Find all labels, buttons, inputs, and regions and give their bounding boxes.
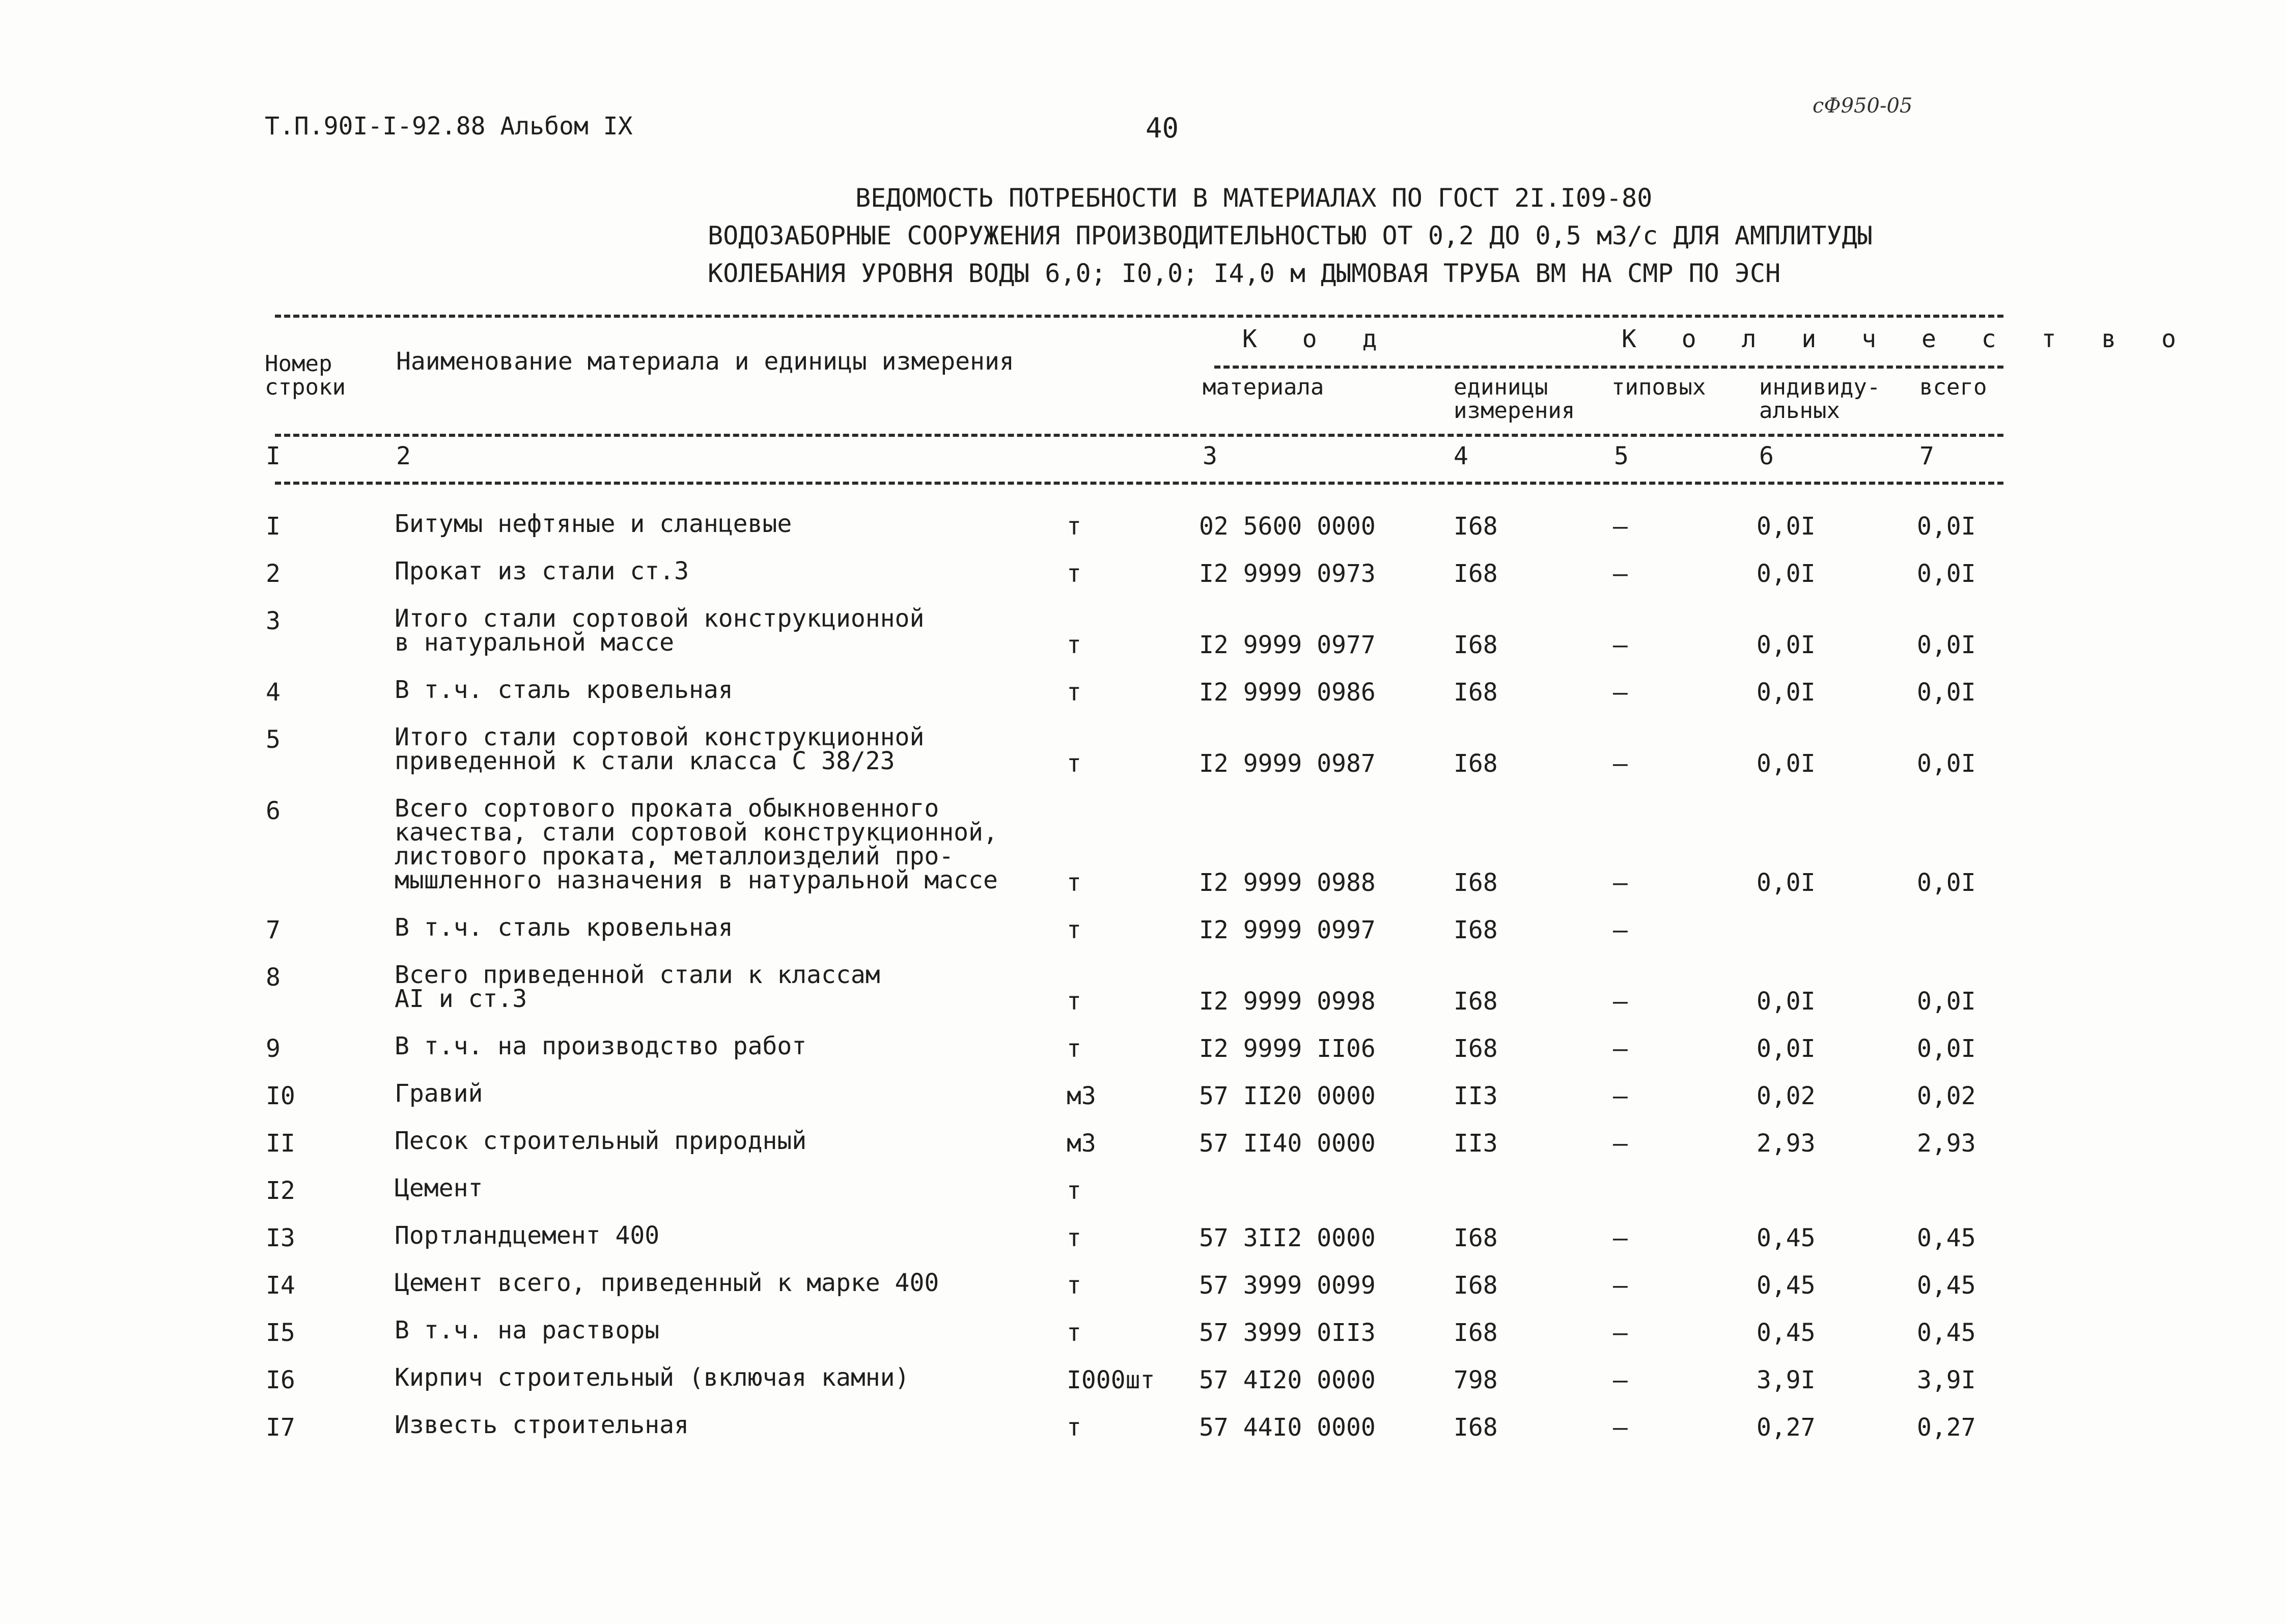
material-code-cell: 57 3II2 0000 — [1199, 1224, 1376, 1252]
row-number: I7 — [266, 1413, 295, 1442]
document-title — [708, 179, 1879, 292]
unit-code-cell: II3 — [1454, 1082, 1498, 1110]
column-number-5: 5 — [1614, 442, 1629, 470]
unit-cell: м3 — [1067, 1082, 1096, 1110]
unit-code-cell: I68 — [1454, 749, 1498, 778]
typical-qty-header: типовых — [1611, 374, 1706, 400]
unit-code-cell: I68 — [1454, 678, 1498, 707]
material-code-cell: I2 9999 0998 — [1199, 987, 1376, 1016]
total-qty-cell: 0,0I — [1917, 678, 1976, 707]
column-number-7: 7 — [1919, 442, 1934, 470]
column-number-6: 6 — [1759, 442, 1774, 470]
unit-cell: т — [1067, 1413, 1081, 1442]
typical-qty-cell: – — [1613, 1224, 1628, 1252]
material-code-cell: 57 44I0 0000 — [1199, 1413, 1376, 1442]
typical-qty-cell: – — [1613, 1034, 1628, 1063]
row-number: 4 — [266, 678, 281, 707]
document-reference: Т.П.90I-I-92.88 Альбом IX — [265, 112, 633, 141]
unit-cell: т — [1067, 1177, 1081, 1205]
column-number-4: 4 — [1454, 442, 1468, 470]
unit-cell: I000шт — [1067, 1366, 1155, 1394]
unit-cell: т — [1067, 678, 1081, 707]
row-number: I4 — [266, 1271, 295, 1300]
individual-qty-cell: 0,0I — [1757, 869, 1816, 897]
column-number-2: 2 — [396, 442, 411, 470]
unit-cell: т — [1067, 1319, 1081, 1347]
material-name-header: Наименование материала и единицы измерения — [396, 347, 1014, 376]
row-number: 7 — [266, 916, 281, 944]
material-name-cell: Известь строительная — [395, 1411, 689, 1439]
unit-code-cell: I68 — [1454, 869, 1498, 897]
title-line-3: КОЛЕБАНИЯ УРОВНЯ ВОДЫ 6,0; I0,0; I4,0 м ДЫМОВАЯ ТРУБА ВМ НА СМР ПО ЭСН — [708, 259, 1781, 288]
column-number-1: I — [266, 442, 281, 470]
unit-cell: т — [1067, 916, 1081, 944]
material-name-cell: В т.ч. сталь кровельная — [395, 913, 733, 942]
typical-qty-cell: – — [1613, 631, 1628, 659]
individual-qty-cell: 2,93 — [1757, 1129, 1816, 1158]
unit-cell: т — [1067, 512, 1081, 541]
total-qty-cell: 0,45 — [1917, 1271, 1976, 1300]
material-code-cell: I2 9999 0977 — [1199, 631, 1376, 659]
unit-cell: т — [1067, 1271, 1081, 1300]
header-mid-rule — [275, 434, 2003, 437]
material-code-cell: 57 II40 0000 — [1199, 1129, 1376, 1158]
total-qty-cell: 0,45 — [1917, 1224, 1976, 1252]
title-line-2: ВОДОЗАБОРНЫЕ СООРУЖЕНИЯ ПРОИЗВОДИТЕЛЬНОСТЬЮ ОТ 0,2 ДО 0,5 м3/с ДЛЯ АМПЛИТУДЫ — [708, 221, 1873, 250]
total-qty-cell: 0,27 — [1917, 1413, 1976, 1442]
material-name-cell: Битумы нефтяные и сланцевые — [395, 510, 792, 538]
material-name-cell: Песок строительный природный — [395, 1127, 807, 1155]
material-code-cell: I2 9999 0987 — [1199, 749, 1376, 778]
unit-code-cell: I68 — [1454, 512, 1498, 541]
individual-qty-cell: 0,02 — [1757, 1082, 1816, 1110]
material-code-cell: 57 4I20 0000 — [1199, 1366, 1376, 1394]
row-number: I — [266, 512, 281, 541]
typical-qty-cell: – — [1613, 987, 1628, 1016]
unit-code-cell: I68 — [1454, 1224, 1498, 1252]
typical-qty-cell: – — [1613, 1082, 1628, 1110]
unit-cell: т — [1067, 559, 1081, 588]
total-qty-cell: 0,0I — [1917, 749, 1976, 778]
typical-qty-cell: – — [1613, 1319, 1628, 1347]
material-code-cell: 57 3999 0II3 — [1199, 1319, 1376, 1347]
code-group-label: К о д — [1242, 325, 1392, 353]
unit-code-cell: I68 — [1454, 1271, 1498, 1300]
typical-qty-cell: – — [1613, 916, 1628, 944]
material-name-cell: Прокат из стали ст.3 — [395, 557, 689, 585]
unit-cell: м3 — [1067, 1129, 1096, 1158]
typical-qty-cell: – — [1613, 1129, 1628, 1158]
unit-cell: т — [1067, 869, 1081, 897]
typical-qty-cell: – — [1613, 869, 1628, 897]
page-number: 40 — [1146, 112, 1179, 144]
unit-code-cell: I68 — [1454, 631, 1498, 659]
typical-qty-cell: – — [1613, 678, 1628, 707]
individual-qty-cell: 0,0I — [1757, 631, 1816, 659]
individual-qty-cell: 0,0I — [1757, 678, 1816, 707]
code-material-header: материала — [1203, 374, 1324, 400]
total-qty-cell: 0,0I — [1917, 987, 1976, 1016]
row-number: 2 — [266, 559, 281, 588]
unit-code-cell: I68 — [1454, 1413, 1498, 1442]
header-bottom-rule — [275, 482, 2003, 485]
individual-qty-cell: 0,45 — [1757, 1271, 1816, 1300]
individual-qty-cell: 3,9I — [1757, 1366, 1816, 1394]
material-name-cell: В т.ч. на растворы — [395, 1316, 660, 1345]
typical-qty-cell: – — [1613, 749, 1628, 778]
material-name-cell: Гравий — [395, 1079, 483, 1108]
total-qty-cell: 0,45 — [1917, 1319, 1976, 1347]
handwritten-stamp: сФ950-05 — [1813, 94, 1913, 118]
material-name-cell: В т.ч. на производство работ — [395, 1032, 807, 1060]
individual-qty-header: индивиду- альных — [1759, 374, 1881, 424]
unit-code-cell: 798 — [1454, 1366, 1498, 1394]
material-name-cell: Всего сортового проката обыкновенного качества, стали сортовой конструкционной, листового проката, металлоизделий про- мышленного назначения в натуральной массе — [395, 794, 998, 894]
unit-cell: т — [1067, 1224, 1081, 1252]
row-number: I5 — [266, 1319, 295, 1347]
row-number: II — [266, 1129, 295, 1158]
code-unit-header: единицы измерения — [1454, 374, 1575, 424]
column-number-3: 3 — [1203, 442, 1217, 470]
material-name-cell: Итого стали сортовой конструкционной приведенной к стали класса С 38/23 — [395, 723, 925, 775]
unit-cell: т — [1067, 987, 1081, 1016]
material-name-cell: Портландцемент 400 — [395, 1221, 660, 1250]
material-name-cell: Всего приведенной стали к классам AI и ст.3 — [395, 961, 880, 1013]
total-qty-cell: 0,02 — [1917, 1082, 1976, 1110]
row-number: 8 — [266, 963, 281, 992]
individual-qty-cell: 0,27 — [1757, 1413, 1816, 1442]
unit-code-cell: I68 — [1454, 1034, 1498, 1063]
row-number: I0 — [266, 1082, 295, 1110]
individual-qty-cell: 0,0I — [1757, 512, 1816, 541]
material-code-cell: I2 9999 II06 — [1199, 1034, 1376, 1063]
material-name-cell: Кирпич строительный (включая камни) — [395, 1363, 910, 1392]
typical-qty-cell: – — [1613, 1271, 1628, 1300]
individual-qty-cell: 0,0I — [1757, 749, 1816, 778]
total-qty-cell: 0,0I — [1917, 512, 1976, 541]
row-number-header: Номер строки — [265, 351, 346, 400]
row-number: I3 — [266, 1224, 295, 1252]
typical-qty-cell: – — [1613, 559, 1628, 588]
total-qty-cell: 0,0I — [1917, 559, 1976, 588]
individual-qty-cell: 0,45 — [1757, 1319, 1816, 1347]
row-number: 9 — [266, 1034, 281, 1063]
material-code-cell: 57 II20 0000 — [1199, 1082, 1376, 1110]
material-name-cell: Цемент всего, приведенный к марке 400 — [395, 1269, 939, 1297]
typical-qty-cell: – — [1613, 1413, 1628, 1442]
individual-qty-cell: 0,0I — [1757, 559, 1816, 588]
header-sub-rule — [1214, 366, 2003, 369]
total-qty-cell: 0,0I — [1917, 1034, 1976, 1063]
row-number: I6 — [266, 1366, 295, 1394]
typical-qty-cell: – — [1613, 1366, 1628, 1394]
individual-qty-cell: 0,0I — [1757, 1034, 1816, 1063]
unit-code-cell: II3 — [1454, 1129, 1498, 1158]
unit-cell: т — [1067, 631, 1081, 659]
material-code-cell: 02 5600 0000 — [1199, 512, 1376, 541]
row-number: I2 — [266, 1177, 295, 1205]
material-name-cell: В т.ч. сталь кровельная — [395, 676, 733, 704]
material-code-cell: 57 3999 0099 — [1199, 1271, 1376, 1300]
material-name-cell: Цемент — [395, 1174, 483, 1202]
quantity-group-label: К о л и ч е с т в о — [1622, 325, 2192, 353]
header-top-rule — [275, 315, 2003, 318]
material-code-cell: I2 9999 0988 — [1199, 869, 1376, 897]
total-qty-cell: 2,93 — [1917, 1129, 1976, 1158]
unit-code-cell: I68 — [1454, 559, 1498, 588]
total-qty-header: всего — [1919, 374, 1987, 400]
total-qty-cell: 0,0I — [1917, 869, 1976, 897]
row-number: 5 — [266, 725, 281, 754]
unit-code-cell: I68 — [1454, 987, 1498, 1016]
title-line-1: ВЕДОМОСТЬ ПОТРЕБНОСТИ В МАТЕРИАЛАХ ПО ГОСТ 2I.I09-80 — [855, 183, 1653, 213]
row-number: 6 — [266, 797, 281, 825]
material-name-cell: Итого стали сортовой конструкционной в натуральной массе — [395, 604, 925, 657]
individual-qty-cell: 0,45 — [1757, 1224, 1816, 1252]
unit-cell: т — [1067, 749, 1081, 778]
typical-qty-cell: – — [1613, 512, 1628, 541]
material-code-cell: I2 9999 0997 — [1199, 916, 1376, 944]
row-number: 3 — [266, 607, 281, 635]
material-code-cell: I2 9999 0986 — [1199, 678, 1376, 707]
total-qty-cell: 3,9I — [1917, 1366, 1976, 1394]
individual-qty-cell: 0,0I — [1757, 987, 1816, 1016]
total-qty-cell: 0,0I — [1917, 631, 1976, 659]
material-code-cell: I2 9999 0973 — [1199, 559, 1376, 588]
unit-cell: т — [1067, 1034, 1081, 1063]
unit-code-cell: I68 — [1454, 916, 1498, 944]
unit-code-cell: I68 — [1454, 1319, 1498, 1347]
